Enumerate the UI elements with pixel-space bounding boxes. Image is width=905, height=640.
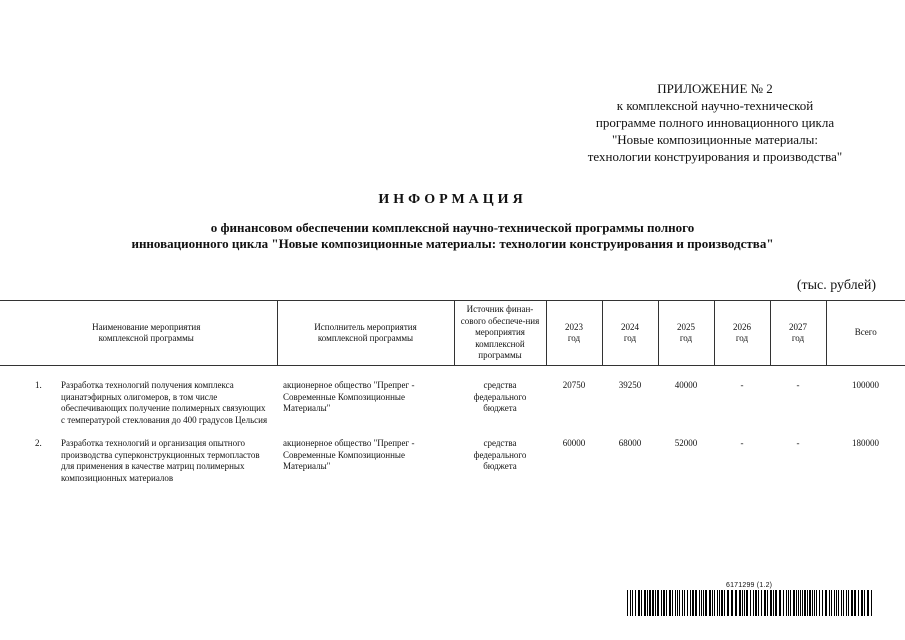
row-2027: - [796, 380, 800, 390]
row-source: средства федерального бюджета [473, 380, 527, 413]
header-2023: 2023 год [546, 301, 602, 366]
row-2024: 68000 [618, 438, 642, 448]
table-row [0, 426, 905, 484]
row-2024: 39250 [618, 380, 642, 390]
header-2027: 2027 год [770, 301, 826, 366]
row-number: 1. [35, 380, 42, 390]
appendix-line: к комплексной научно-технической [616, 98, 814, 113]
row-2026: - [740, 438, 744, 448]
row-2026: - [740, 380, 744, 390]
appendix-header [560, 80, 870, 165]
appendix-line: технологии конструирования и производства" [587, 149, 843, 164]
table-row [0, 366, 905, 427]
row-2027: - [796, 438, 800, 448]
header-source: Источник финан-сового обеспече-ния мероприятия комплексной программы [454, 301, 546, 366]
document-title: ИНФОРМАЦИЯ [378, 192, 527, 207]
row-source: средства федерального бюджета [473, 438, 527, 471]
subtitle-line-2: инновационного цикла "Новые композиционные материалы: технологии конструирования и производства" [131, 236, 774, 251]
row-name: Разработка технологий и организация опытного производства суперконструкционных термопластов для применения в качестве матриц полимерных композиционных материалов [61, 438, 260, 483]
header-2024: 2024 год [602, 301, 658, 366]
row-total: 180000 [852, 438, 879, 448]
row-total: 100000 [852, 380, 879, 390]
document-subtitle [0, 220, 905, 252]
header-name: Наименование мероприятия комплексной программы [0, 301, 277, 366]
table-header-row [0, 301, 905, 366]
appendix-line: "Новые композиционные материалы: [611, 132, 819, 147]
appendix-line: программе полного инновационного цикла [595, 115, 835, 130]
row-name: Разработка технологий получения комплекса цианатэфирных олигомеров, в том числе обеспечивающих получение полимерных связующих с температурой стеклования до 400 градусов Цельсия [61, 380, 268, 425]
row-executor: акционерное общество "Препрег - Современные Композиционные Материалы" [283, 438, 415, 471]
header-2026: 2026 год [714, 301, 770, 366]
row-executor: акционерное общество "Препрег - Современные Композиционные Материалы" [283, 380, 415, 413]
row-cell-name [0, 426, 277, 484]
subtitle-line-1: о финансовом обеспечении комплексной научно-технической программы полного [210, 220, 695, 235]
header-executor: Исполнитель мероприятия комплексной программы [277, 301, 454, 366]
row-2023: 60000 [562, 438, 586, 448]
header-total: Всего [826, 301, 905, 366]
row-number: 2. [35, 438, 42, 448]
row-cell-name [0, 366, 277, 427]
barcode-label: 6171299 (1.2) [726, 582, 773, 589]
funding-table [0, 300, 905, 484]
appendix-line: ПРИЛОЖЕНИЕ № 2 [657, 81, 773, 96]
header-2025: 2025 год [658, 301, 714, 366]
units-note: (тыс. рублей) [796, 278, 876, 293]
row-2023: 20750 [562, 380, 586, 390]
row-2025: 52000 [674, 438, 698, 448]
row-2025: 40000 [674, 380, 698, 390]
barcode-image [627, 590, 875, 616]
